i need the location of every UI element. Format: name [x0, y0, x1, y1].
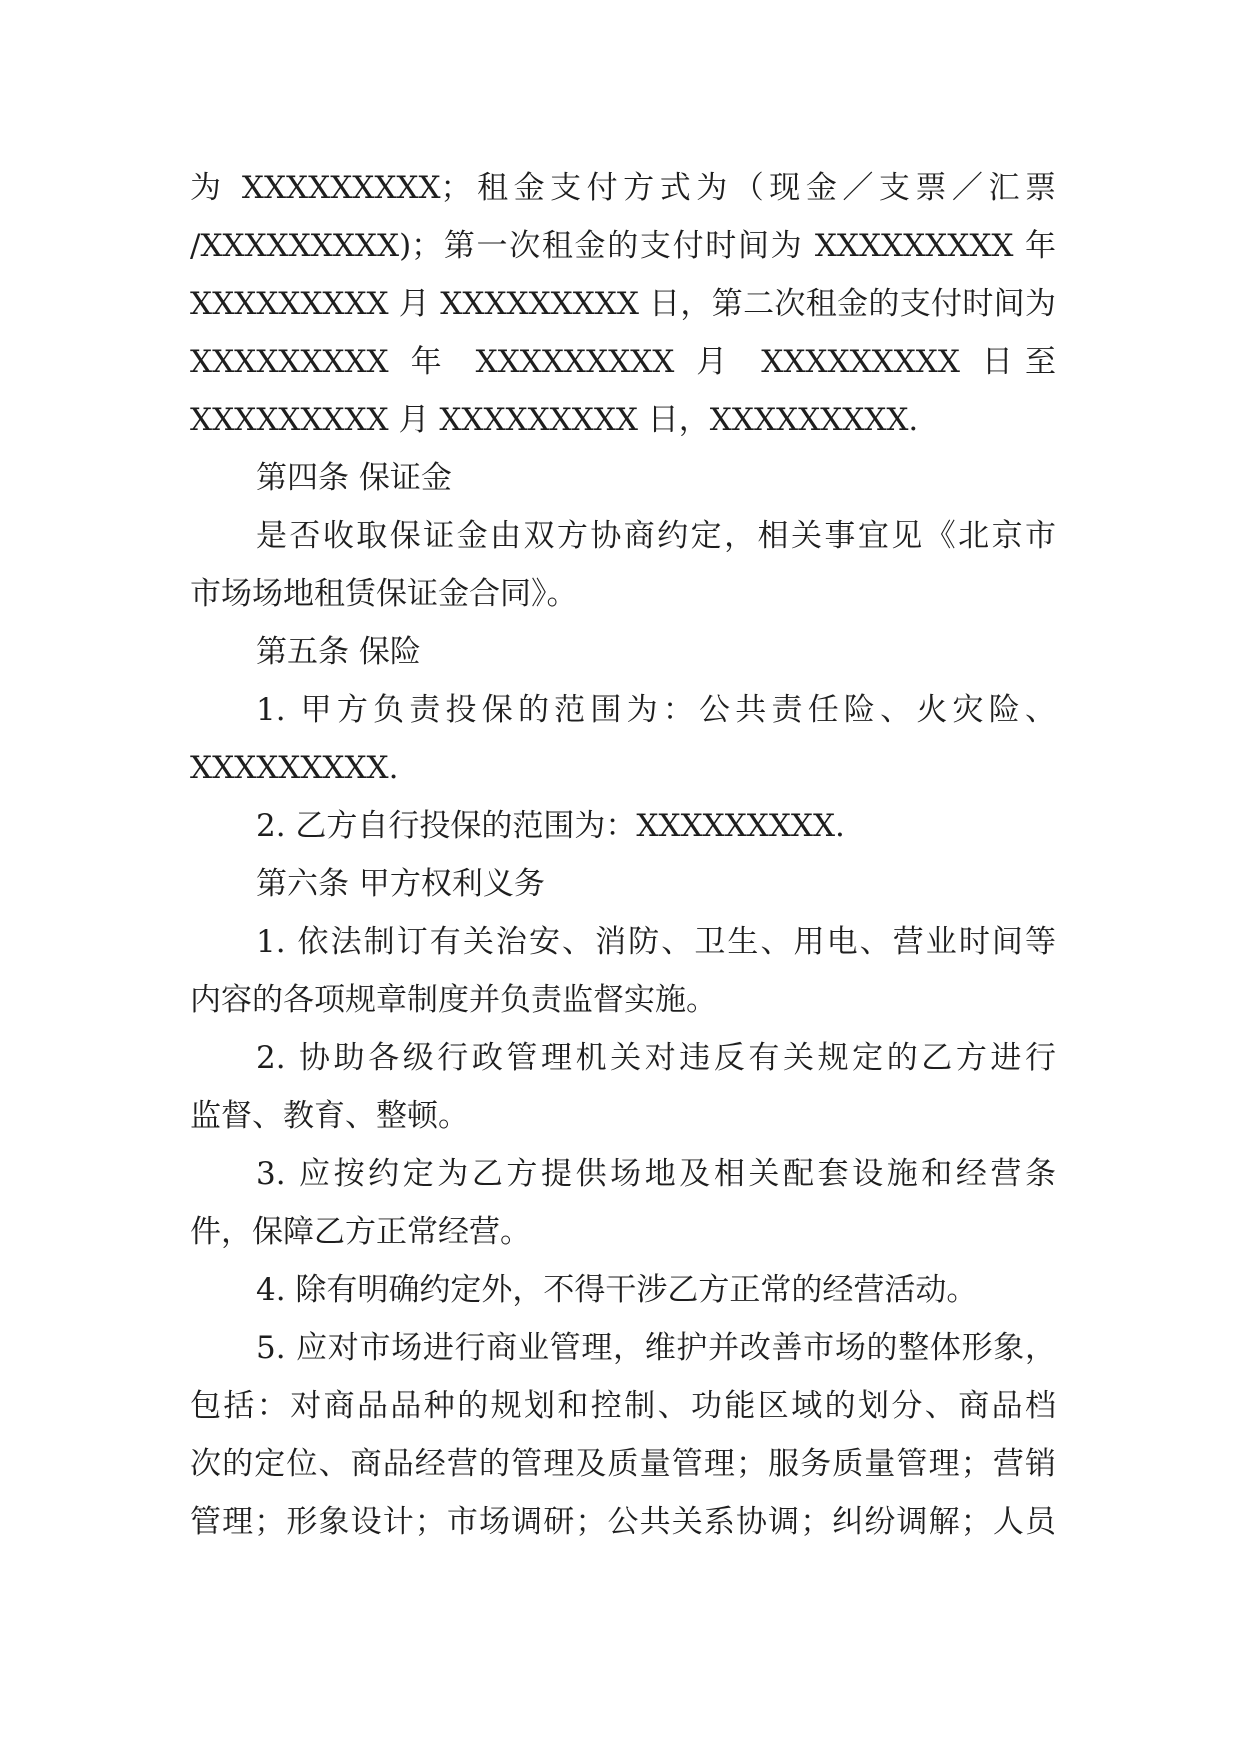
- text-line: 市场场地租赁保证金合同》。: [190, 576, 578, 612]
- text-line: 监督、教育、整顿。: [190, 1098, 469, 1134]
- text-line: 为 XXXXXXXXX；租金支付方式为（现金／支票／汇票: [190, 170, 1056, 206]
- text-line: XXXXXXXXX 月 XXXXXXXXX 日，XXXXXXXXX.: [190, 402, 919, 438]
- text-line: 1. 甲方负责投保的范围为：公共责任险、火灾险、: [256, 692, 1056, 728]
- text-line: /XXXXXXXXX)；第一次租金的支付时间为 XXXXXXXXX 年: [190, 228, 1056, 264]
- text-line: 次的定位、商品经营的管理及质量管理；服务质量管理；营销: [190, 1446, 1056, 1482]
- text-line: 包括：对商品品种的规划和控制、功能区域的划分、商品档: [190, 1388, 1056, 1424]
- text-line: 2. 乙方自行投保的范围为：XXXXXXXXX.: [256, 808, 845, 844]
- section-heading: 第六条 甲方权利义务: [256, 866, 545, 902]
- section-heading: 第五条 保险: [256, 634, 421, 670]
- text-line: 件，保障乙方正常经营。: [190, 1214, 531, 1250]
- text-line: XXXXXXXXX.: [190, 750, 399, 786]
- text-line: 3. 应按约定为乙方提供场地及相关配套设施和经营条: [256, 1156, 1056, 1192]
- text-line: 是否收取保证金由双方协商约定，相关事宜见《北京市: [256, 518, 1056, 554]
- text-line: 2. 协助各级行政管理机关对违反有关规定的乙方进行: [256, 1040, 1056, 1076]
- text-line: 1. 依法制订有关治安、消防、卫生、用电、营业时间等: [256, 924, 1056, 960]
- text-line: 5. 应对市场进行商业管理，维护并改善市场的整体形象，: [256, 1330, 1056, 1366]
- text-line: 管理；形象设计；市场调研；公共关系协调；纠纷调解；人员: [190, 1504, 1056, 1540]
- text-line: XXXXXXXXX 年 XXXXXXXXX 月 XXXXXXXXX 日至: [190, 344, 1056, 380]
- text-line: 4. 除有明确约定外，不得干涉乙方正常的经营活动。: [256, 1272, 978, 1308]
- text-line: XXXXXXXXX 月 XXXXXXXXX 日，第二次租金的支付时间为: [190, 286, 1056, 322]
- text-line: 内容的各项规章制度并负责监督实施。: [190, 982, 717, 1018]
- section-heading: 第四条 保证金: [256, 460, 452, 496]
